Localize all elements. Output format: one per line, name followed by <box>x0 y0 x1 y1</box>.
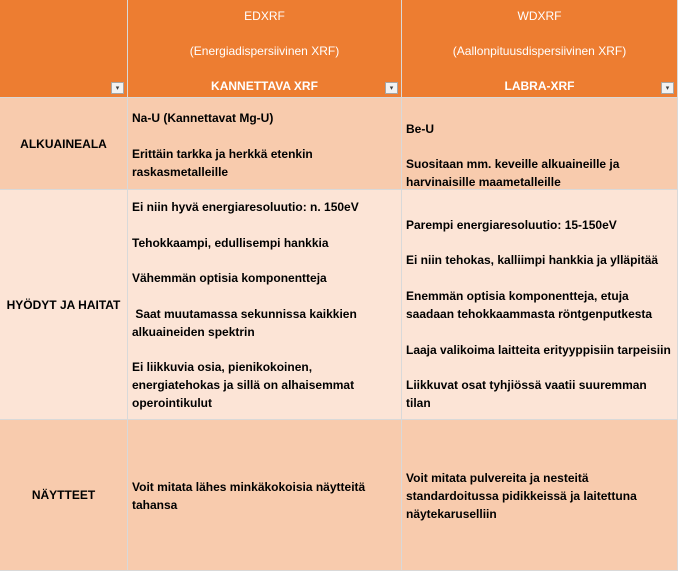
row-label-naytteet <box>0 420 128 571</box>
header-wdxrf <box>402 0 678 98</box>
header-wdxrf-subtitle: (Aallonpituusdispersiivinen XRF) <box>452 44 627 58</box>
header-wdxrf-title: WDXRF <box>517 9 562 23</box>
cell-text-line: energiatehokas ja sillä on alhaisemmat <box>132 378 355 392</box>
cell-text-line: Saat muutamassa sekunnissa kaikkien <box>132 307 357 321</box>
cell-text-line: Na-U (Kannettavat Mg-U) <box>132 111 274 125</box>
cell-text-line: operointikulut <box>132 396 212 410</box>
cell-text-line: raskasmetalleille <box>132 165 229 179</box>
row-label-text: HYÖDYT JA HAITAT <box>6 297 121 312</box>
filter-dropdown-icon[interactable]: ▾ <box>661 82 674 94</box>
filter-dropdown-icon[interactable]: ▾ <box>385 82 398 94</box>
cell-text-line: Be-U <box>406 122 435 136</box>
cell-text-line: saadaan tehokkaammasta röntgenputkesta <box>406 307 653 321</box>
cell-text-line: harvinaisille maametalleille <box>406 175 561 189</box>
header-edxrf <box>128 0 402 98</box>
cell-hyodyt-edxrf <box>128 190 402 420</box>
cell-text-line: Suositaan mm. keveille alkuaineille ja <box>406 157 620 171</box>
header-wdxrf-type: LABRA-XRF <box>504 79 575 93</box>
cell-text-line: Erittäin tarkka ja herkkä etenkin <box>132 147 313 161</box>
cell-alkuaineala-edxrf <box>128 98 402 190</box>
cell-text-line: tahansa <box>132 498 178 512</box>
cell-text-line: Voit mitata lähes minkäkokoisia näytteitä <box>132 480 366 494</box>
row-label-text: ALKUAINEALA <box>20 136 107 151</box>
header-edxrf-type: KANNETTAVA XRF <box>211 79 318 93</box>
row-label-text: NÄYTTEET <box>31 488 96 502</box>
cell-text-line: Voit mitata pulvereita ja nesteitä <box>406 471 589 485</box>
header-corner-cell <box>0 0 128 98</box>
cell-hyodyt-wdxrf <box>402 190 678 420</box>
row-label-alkuaineala <box>0 98 128 190</box>
cell-text-line: Ei niin tehokas, kalliimpi hankkia ja ylläpitää <box>406 253 659 267</box>
row-label-hyodyt-ja-haitat <box>0 190 128 420</box>
header-edxrf-subtitle: (Energiadispersiivinen XRF) <box>189 44 340 58</box>
cell-text-line: Enemmän optisia komponentteja, etuja <box>406 289 629 303</box>
cell-naytteet-wdxrf <box>402 420 678 571</box>
cell-alkuaineala-wdxrf <box>402 98 678 190</box>
cell-text-line: Laaja valikoima laitteita erityyppisiin tarpeisiin <box>406 343 671 357</box>
cell-text-line: Tehokkaampi, edullisempi hankkia <box>132 236 329 250</box>
cell-text-line: alkuaineiden spektrin <box>132 325 255 339</box>
filter-dropdown-icon[interactable]: ▾ <box>111 82 124 94</box>
cell-text-line: Vähemmän optisia komponentteja <box>132 271 327 285</box>
cell-text-line: Ei niin hyvä energiaresoluutio: n. 150eV <box>132 200 359 214</box>
header-edxrf-title: EDXRF <box>244 9 285 23</box>
cell-naytteet-edxrf <box>128 420 402 571</box>
cell-text-line: näytekaruselliin <box>406 507 497 521</box>
cell-text-line: standardoitussa pidikkeissä ja laitettuna <box>406 489 637 503</box>
cell-text-line: Liikkuvat osat tyhjiössä vaatii suuremman tilan <box>406 378 647 410</box>
cell-text-line: Parempi energiaresoluutio: 15-150eV <box>406 218 617 232</box>
cell-text-line: Ei liikkuvia osia, pienikokoinen, <box>132 360 313 374</box>
